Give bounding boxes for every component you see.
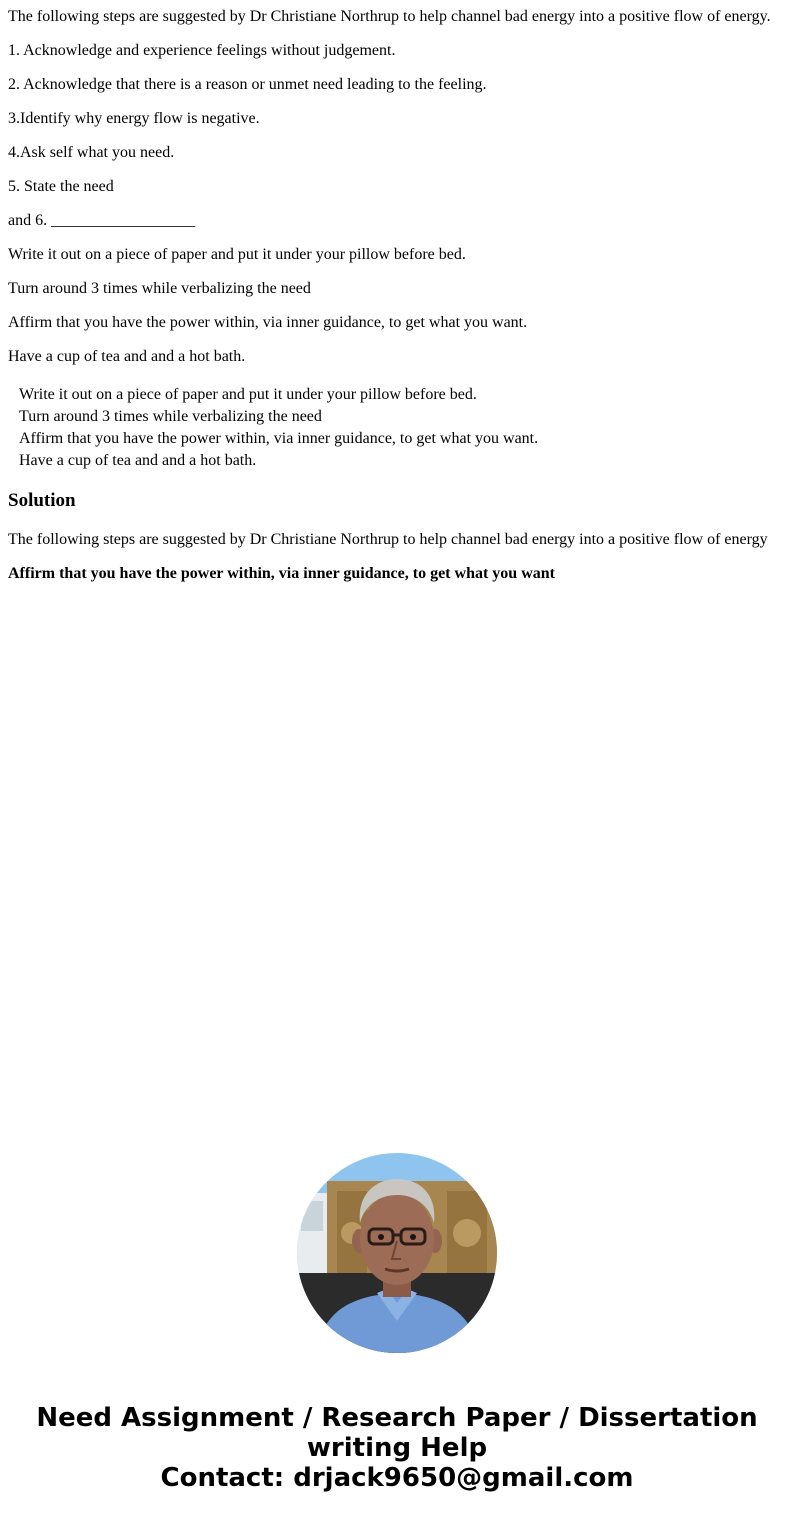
option-2: Turn around 3 times while verbalizing the need: [19, 408, 322, 425]
step-3: 3.Identify why energy flow is negative.: [8, 110, 260, 127]
option-1: Write it out on a piece of paper and put it under your pillow before bed.: [19, 386, 477, 403]
choice-2: Turn around 3 times while verbalizing the need: [8, 280, 311, 297]
step-6-blank: and 6. __________________: [8, 212, 196, 229]
question-intro: The following steps are suggested by Dr Christiane Northrup to help channel bad energy into a positive flow of energy.: [8, 8, 771, 25]
option-3: Affirm that you have the power within, via inner guidance, to get what you want.: [19, 430, 539, 447]
choice-4: Have a cup of tea and and a hot bath.: [8, 348, 246, 365]
step-5: 5. State the need: [8, 178, 114, 195]
author-photo-icon: [297, 1153, 497, 1353]
option-4: Have a cup of tea and and a hot bath.: [19, 452, 257, 469]
step-4: 4.Ask self what you need.: [8, 144, 175, 161]
step-1: 1. Acknowledge and experience feelings without judgement.: [8, 42, 396, 59]
contact-footer: [0, 1403, 794, 1493]
solution-heading: Solution: [8, 490, 76, 511]
footer-contact-email: Contact: drjack9650@gmail.com: [160, 1463, 634, 1493]
solution-answer: Affirm that you have the power within, via inner guidance, to get what you want: [8, 565, 555, 582]
choice-1: Write it out on a piece of paper and put it under your pillow before bed.: [8, 246, 466, 263]
footer-line-2: writing Help: [306, 1433, 488, 1463]
step-2: 2. Acknowledge that there is a reason or unmet need leading to the feeling.: [8, 76, 487, 93]
answer-options-list: [19, 384, 538, 472]
solution-text: The following steps are suggested by Dr Christiane Northrup to help channel bad energy into a positive flow of energy: [8, 531, 768, 548]
footer-line-1: Need Assignment / Research Paper / Dissertation: [36, 1403, 758, 1433]
choice-3: Affirm that you have the power within, via inner guidance, to get what you want.: [8, 314, 528, 331]
author-photo: [297, 1153, 497, 1353]
